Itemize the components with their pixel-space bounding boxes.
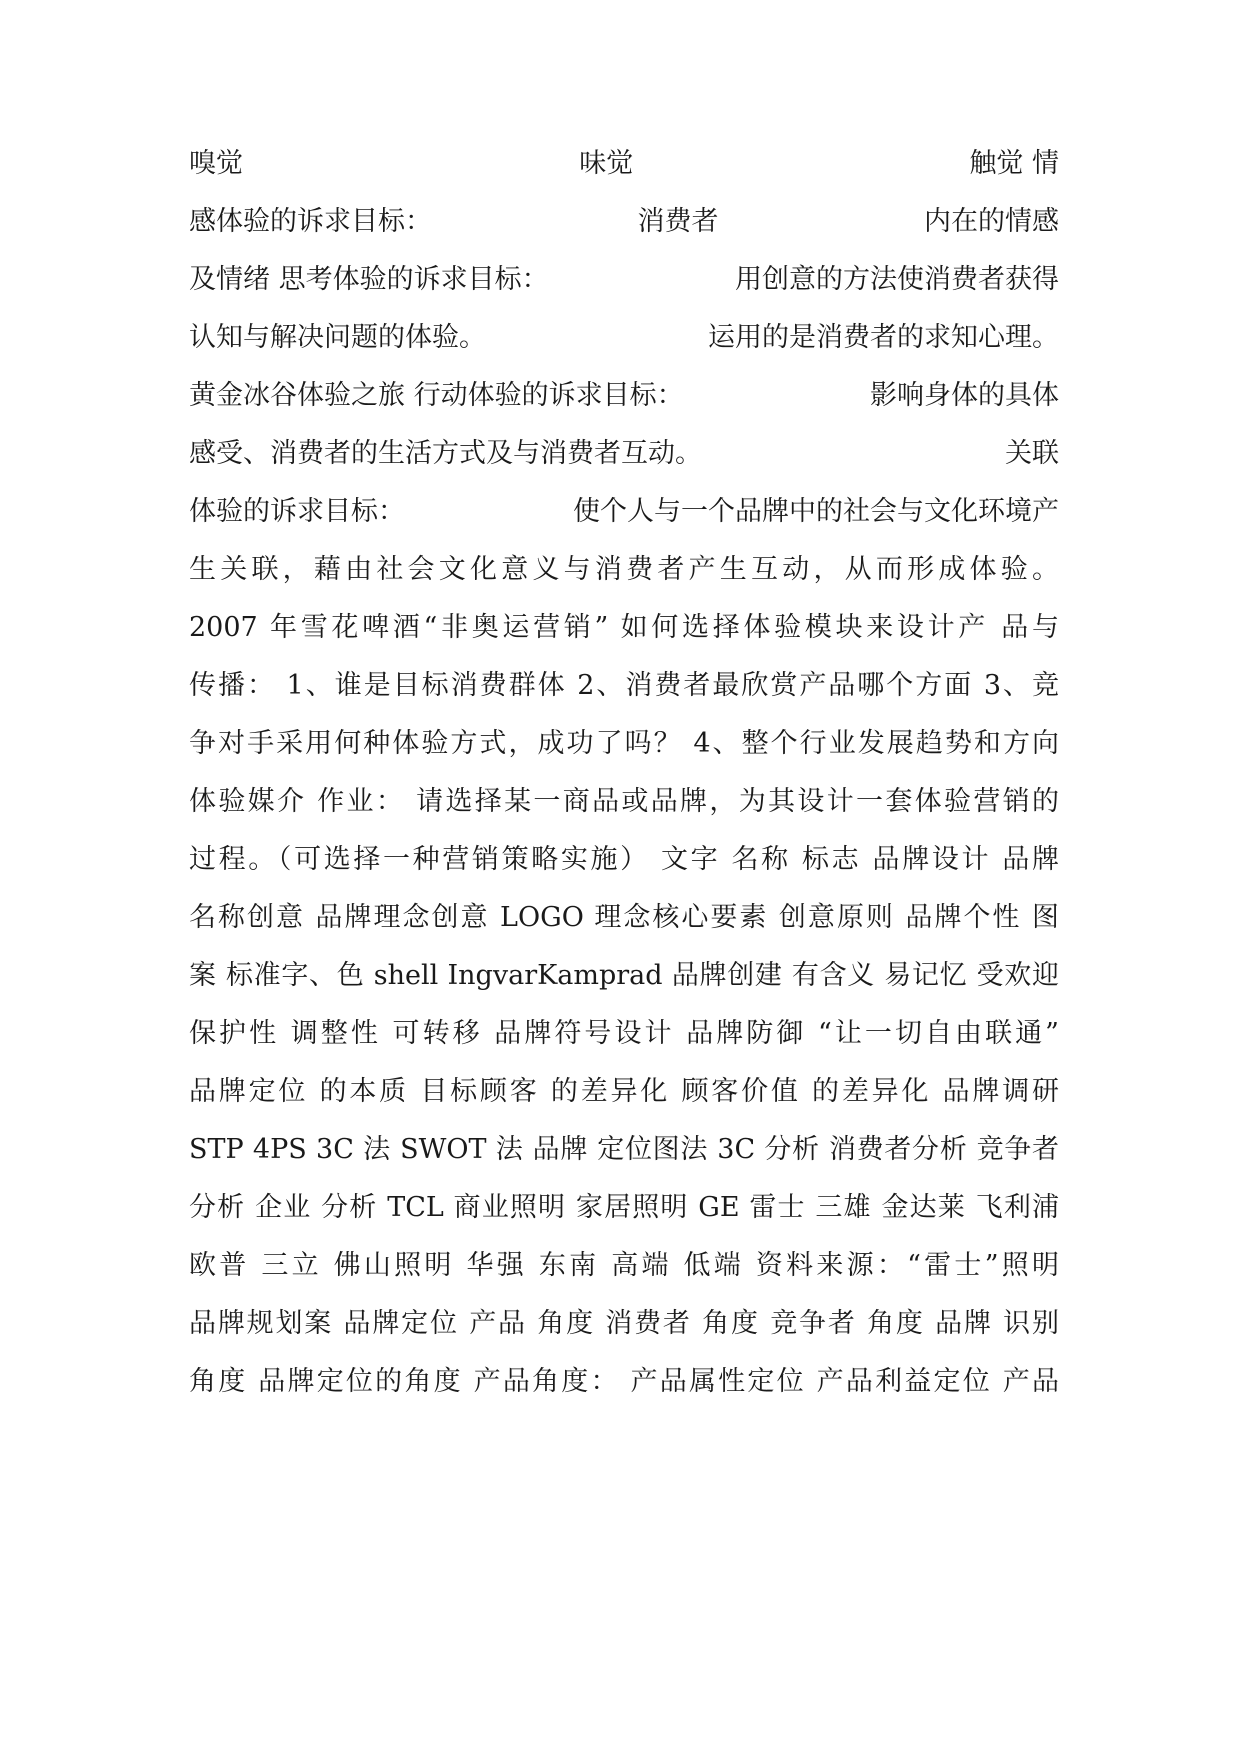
- text-line-15: 案 标准字、色 shell IngvarKamprad 品牌创建 有含义 易记忆 受欢迎: [189, 960, 1059, 991]
- text-line-22: 角度 品牌定位的角度 产品角度： 产品属性定位 产品利益定位 产品: [189, 1366, 1059, 1397]
- text-line-16: 保护性 调整性 可转移 品牌符号设计 品牌防御 “让一切自由联通”: [189, 1018, 1059, 1049]
- text-segment: 认知与解决问题的体验。: [189, 322, 486, 353]
- text-line-12: 体验媒介 作业： 请选择某一商品或品牌，为其设计一套体验营销的: [189, 786, 1059, 817]
- text-segment: 感受、消费者的生活方式及与消费者互动。: [189, 438, 702, 469]
- text-line-8: 生关联，藉由社会文化意义与消费者产生互动，从而形成体验。: [189, 554, 1059, 585]
- text-line-2: [189, 202, 1059, 242]
- text-segment: 关联: [1005, 438, 1059, 469]
- text-line-11: 争对手采用何种体验方式，成功了吗？ 4、整个行业发展趋势和方向: [189, 728, 1059, 759]
- text-line-1: [189, 144, 1059, 184]
- text-line-9: 2007 年雪花啤酒“非奥运营销” 如何选择体验模块来设计产 品与: [189, 612, 1059, 643]
- text-line-20: 欧普 三立 佛山照明 华强 东南 高端 低端 资料来源：“雷士”照明: [189, 1250, 1059, 1281]
- text-segment: 消费者: [637, 206, 719, 237]
- text-line-19: 分析 企业 分析 TCL 商业照明 家居照明 GE 雷士 三雄 金达莱 飞利浦: [189, 1192, 1059, 1223]
- text-segment: 体验的诉求目标：: [189, 496, 405, 527]
- text-segment: 味觉: [579, 148, 634, 179]
- text-segment: 黄金冰谷体验之旅 行动体验的诉求目标：: [189, 380, 684, 411]
- text-line-4: [189, 318, 1059, 358]
- text-segment: 触觉 情: [969, 148, 1059, 179]
- text-segment: 用创意的方法使消费者获得: [735, 264, 1059, 295]
- text-line-14: 名称创意 品牌理念创意 LOGO 理念核心要素 创意原则 品牌个性 图: [189, 902, 1059, 933]
- text-segment: 嗅觉: [189, 148, 243, 179]
- text-segment: 及情绪 思考体验的诉求目标：: [189, 264, 549, 295]
- text-line-17: 品牌定位 的本质 目标顾客 的差异化 顾客价值 的差异化 品牌调研: [189, 1076, 1059, 1107]
- text-line-13: 过程。（可选择一种营销策略实施） 文字 名称 标志 品牌设计 品牌: [189, 844, 1059, 875]
- text-line-18: STP 4PS 3C 法 SWOT 法 品牌 定位图法 3C 分析 消费者分析 竞争者: [189, 1134, 1059, 1165]
- text-line-6: [189, 434, 1059, 474]
- text-line-5: [189, 376, 1059, 416]
- text-segment: 运用的是消费者的求知心理。: [708, 322, 1059, 353]
- text-segment: 使个人与一个品牌中的社会与文化环境产: [573, 496, 1059, 527]
- text-segment: 影响身体的具体: [870, 380, 1059, 411]
- text-segment: 内在的情感: [924, 206, 1059, 237]
- text-line-21: 品牌规划案 品牌定位 产品 角度 消费者 角度 竞争者 角度 品牌 识别: [189, 1308, 1059, 1339]
- text-line-3: [189, 260, 1059, 300]
- text-line-7: [189, 492, 1059, 532]
- text-line-10: 传播： 1、谁是目标消费群体 2、消费者最欣赏产品哪个方面 3、竞: [189, 670, 1059, 701]
- text-segment: 感体验的诉求目标：: [189, 206, 432, 237]
